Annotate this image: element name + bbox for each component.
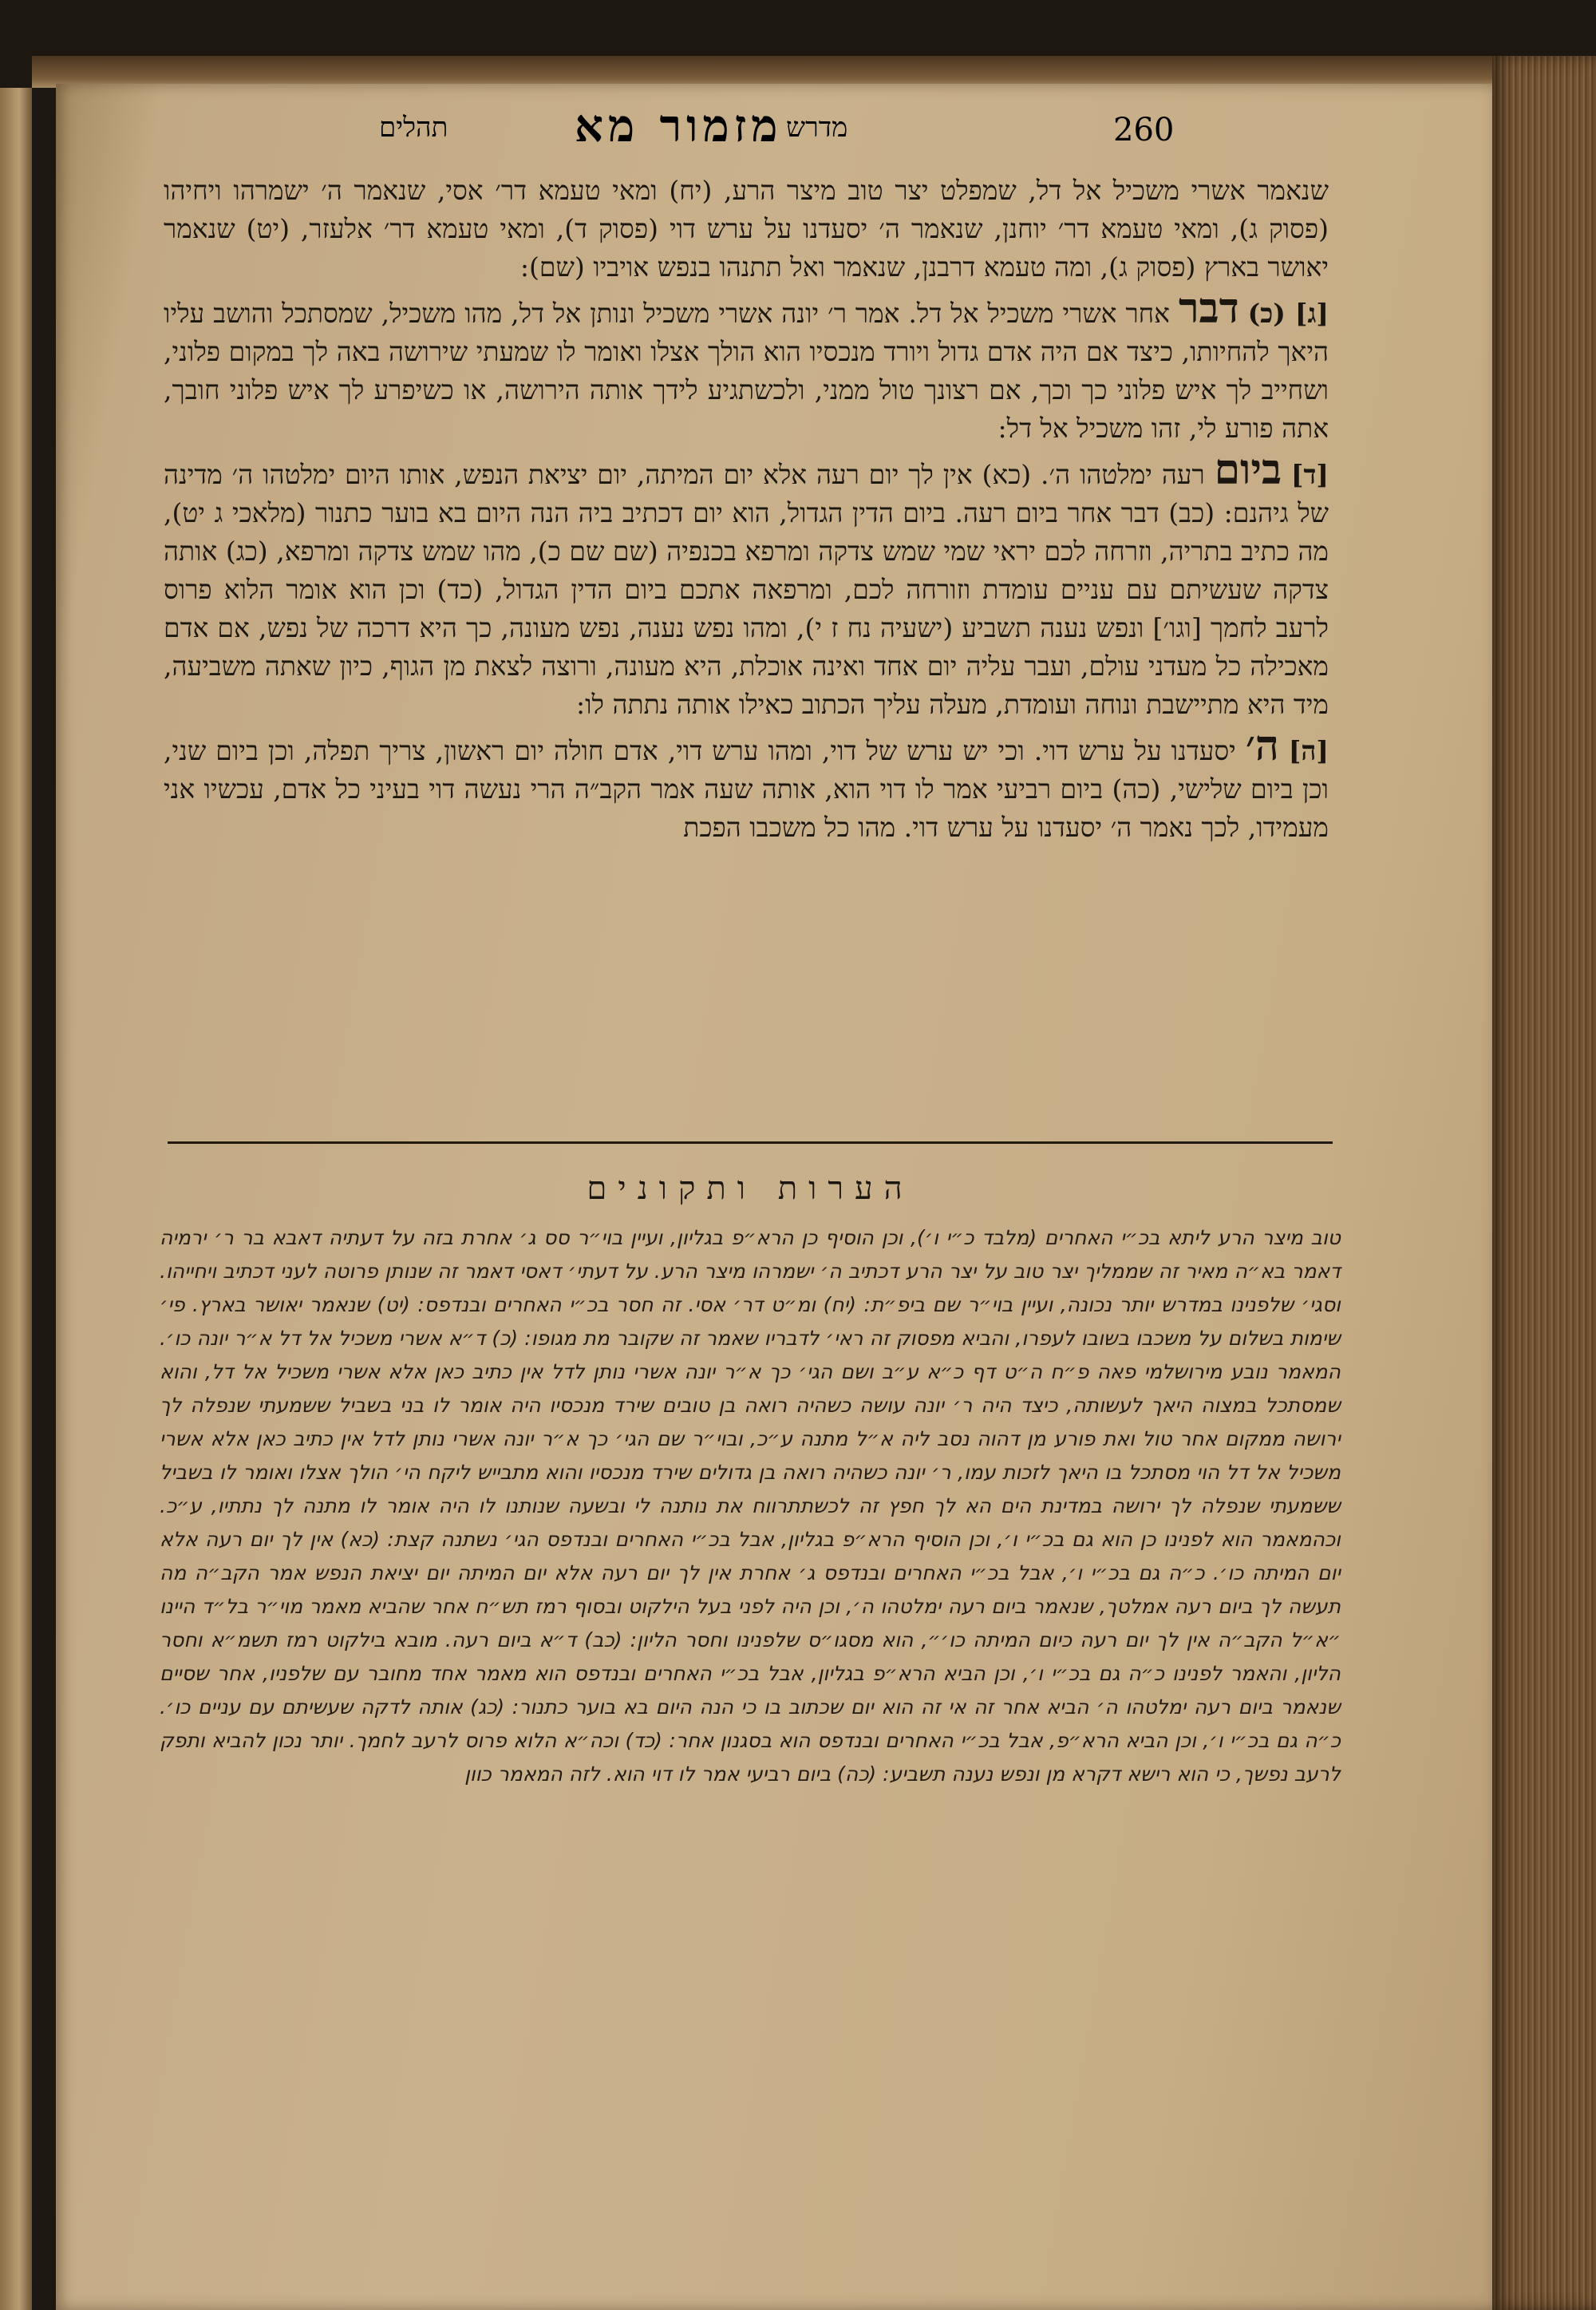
page-number: 260 — [1113, 112, 1175, 148]
paragraph-text: יסעדנו על ערש דוי. וכי יש ערש של דוי, ומהו ערש דוי, אדם חולה יום ראשון, צריך תפלה, וכן ביום שני, וכן ביום שלישי, (כה) ביום רביעי אמר לו דוי הוא, אותה שעה אמר הקב״ה הרי נעשה דוי בעיני כל אדם, עכשיו אני מעמידו, לכך נאמר ה׳ יסעדנו על ערש דוי. מהו כל משכבו הפכת — [164, 735, 1329, 843]
paragraph-text: אחר אשרי משכיל אל דל. אמר ר׳ יונה אשרי משכיל ונותן אל דל, מהו משכיל, שמסתכל והושב עליו היאך להחיותו, כיצד אם היה אדם גדול ויורד מנכסיו הוא הולך אצלו ואומר לו שמעתי שירושה באה לך במקום פלוני, ושחייב לך איש פלוני כך וכך, אם רצונך טול ממני, ולכשתגיע לידך אותה הירושה, או כשיפרע לך איש פלוני חובך, אתה פורע לי, זהו משכיל אל דל: — [164, 298, 1329, 444]
paragraph-1: שנאמר אשרי משכיל אל דל, שמפלט יצר טוב מיצר הרע, (יח) ומאי טעמא דר׳ אסי, שנאמר ה׳ ישמרהו ויחיהו (פסוק ג), ומאי טעמא דר׳ יוחנן, שנאמר ה׳ יסעדנו על ערש דוי (פסוק ד), ומאי טעמא דר׳ אלעזר, (יט) שנאמר יאושר בארץ (פסוק ג), ומה טעמא דרבנן, שנאמר ואל תתנהו בנפש אויביו (שם): — [164, 175, 1329, 283]
main-text — [164, 172, 1329, 850]
running-header-midrash: מדרש — [786, 112, 848, 144]
left-page-edge — [0, 88, 32, 2310]
section-number: [ד] — [1290, 459, 1329, 490]
lead-word: ה׳ — [1245, 722, 1279, 770]
running-header-mizmor: מזמור מא — [575, 100, 783, 152]
paragraph-4 — [164, 722, 1329, 847]
page-edges — [1492, 56, 1596, 2310]
running-header-tehillim: תהלים — [379, 112, 448, 144]
paragraph-text: רעה ימלטהו ה׳. (כא) אין לך יום רעה אלא יום המיתה, יום יציאת הנפש, אותו היום ימלטהו ה׳ מדינה של גיהנם: (כב) דבר אחר ביום רעה. ביום הדין הגדול, הוא יום דכתיב ביה הנה היום בא בוער כתנור (מלאכי ג יט), מה כתיב בתריה, וזרחה לכם יראי שמי שמש צדקה ומרפא בכנפיה (שם שם כ), מהו שמש צדקה ומרפא, (כג) אותה צדקה שעשיתם עם עניים עומדת וזורחה לכם, ומרפאה אתכם ביום הדין הגדול, (כד) וכן הוא אומר הלוא פרוס לרעב לחמך [וגו׳] ונפש נענה תשביע (ישעיה נח ז י), ומהו נפש נענה, נפש מעונה, כך היא דרכה של נפש, אם אדם מאכילה כל מעדני עולם, ועבר עליה יום אחד ואינה אוכלת, היא מעונה, ורוצה לצאת מן הגוף, כיון שאתה משביעה, מיד היא מתיישבת ונוחה ועומדת, מעלה עליך הכתוב כאילו אותה נתתה לו: — [164, 459, 1329, 720]
notes-text — [160, 1221, 1341, 1791]
page-top-edge — [32, 56, 1548, 88]
section-number: [ג] (כ) — [1247, 298, 1329, 329]
notes-title: הערות ותקונים — [587, 1170, 914, 1207]
notes-paragraph: טוב מיצר הרע ליתא בכ״י האחרים (מלבד כ״י ו׳), וכן הוסיף כן הרא״פ בגליון, ועיין בוי״ר סס ג׳ אחרת בזה על דעתיה דאבא בר ר׳ ירמיה דאמר בא״ה מאיר זה שממליך יצר טוב על יצר הרע דכתיב ה׳ ישמרהו מיצר הרע. על דעתי׳ דאסי דאמר זה שנותן פרוטה לעני דכתיב ויחייהו. וסגי׳ שלפנינו במדרש יותר נכונה, ועיין בוי״ר שם ביפ״ת: (יח) ומ״ט דר׳ אסי. זה חסר בכ״י האחרים ובנדפס: (יט) שנאמר יאושר בארץ. פי׳ שימות בשלום על משכבו בשובו לעפרו, והביא מפסוק זה ראי׳ לדבריו שאמר זה שקובר מת מגופו: (כ) ד״א אשרי משכיל אל דל א״ר יונה כו׳. המאמר נובע מירושלמי פאה פ״ח ה״ט דף כ״א ע״ב ושם הגי׳ כך א״ר יונה אשרי נותן לדל אין כתיב כאן אלא אשרי משכיל אל דל, והוא שמסתכל במצוה היאך לעשותה, כיצד היה ר׳ יונה עושה כשהיה רואה בן טובים שירד מנכסיו היה אומר לו בני בשביל ששמעתי שנפלה לך ירושה ממקום אחר טול ואת פורע מן דהוה נסב ליה א״ל מתנה ע״כ, ובוי״ר שם הגי׳ כך א״ר יונה אשרי נותן לדל אין כתיב כאן אלא אשרי משכיל אל דל הוי מסתכל בו היאך לזכות עמו, ר׳ יונה כשהיה רואה בן גדולים שירד מנכסיו והוא מתבייש ליקח הי׳ הולך אצלו ואומר לו בשביל ששמעתי שנפלה לך ירושה במדינת הים הא לך חפץ זה לכשתתרווח את נותנה לי ובשעה שנותנו לו היה אומר לו מתנה לך נתתיו, ע״כ. וכהמאמר הוא לפנינו כן הוא גם בכ״י ו׳, וכן הוסיף הרא״פ בגליון, אבל בכ״י האחרים ובנדפס הגי׳ נשתנה קצת: (כא) אין לך יום רעה אלא יום המיתה כו׳. כ״ה גם בכ״י ו׳, אבל בכ״י האחרים ובנדפס ג׳ אחרת אין לך יום רעה אלא יום המיתה יום יציאת הנפש אמר הקב״ה מה תעשה לך ביום רעה אמלטך, שנאמר ביום רעה ימלטהו ה׳, וכן היה לפני בעל הילקוט ובסוף רמז תש״ח אחר שהביא מאמר מוי״ר בל״ד היינו ״א״ל הקב״ה אין לך יום רעה כיום המיתה כו׳״, הוא מסגו״ס שלפנינו וחסר הליון: (כב) ד״א ביום רעה. מובא בילקוט רמז תשמ״א וחסר הליון, והאמר לפנינו כ״ה גם בכ״י ו׳, וכן הביא הרא״פ בגליון, אבל בכ״י האחרים ובנדפס הוא מאמר אחד מחובר עם שלפניו, אחר שסיים שנאמר ביום רעה ימלטהו ה׳ הביא אחר זה אי זה הוא יום שכתוב בו כי הנה היום בא בוער כתנור: (כג) אותה לדקה שעשיתם עם עניים כו׳. כ״ה גם בכ״י ו׳, וכן הביא הרא״פ, אבל בכ״י האחרים ובנדפס הוא בסגנון אחר: (כד) וכה״א הלוא פרוס לרעב לחמך. יותר נכון להביא ותפק לרעב נפשך, כי הוא רישא דקרא מן ונפש נענה תשביע: (כה) ביום רביעי אמר לו דוי הוא. לזה המאמר כוון — [160, 1226, 1341, 1786]
section-divider — [168, 1141, 1333, 1144]
section-number: [ה] — [1288, 735, 1329, 766]
paragraph-3 — [164, 445, 1329, 724]
paragraph-2 — [164, 284, 1329, 448]
lead-word: ביום — [1214, 445, 1282, 494]
lead-word: דבר — [1178, 284, 1239, 333]
